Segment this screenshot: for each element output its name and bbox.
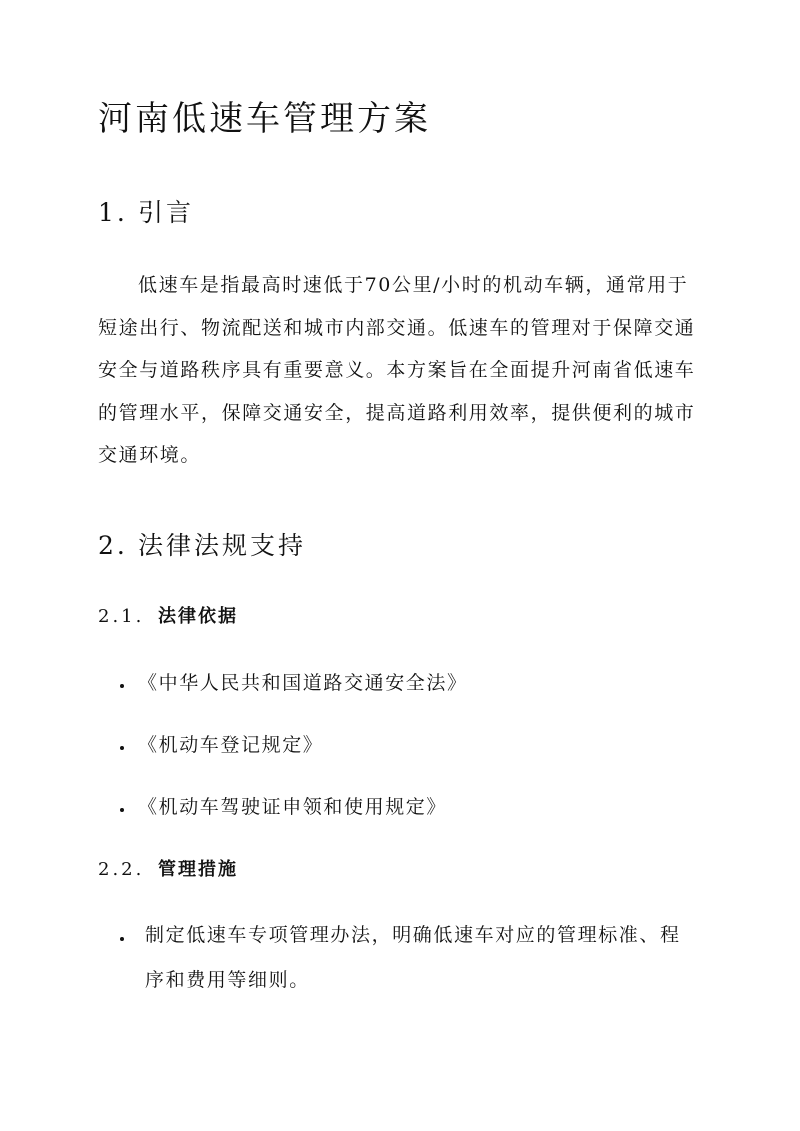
bullet-icon (120, 684, 124, 688)
paragraph-line: 的管理水平，保障交通安全，提高道路利用效率，提供便利的城市 (98, 401, 696, 424)
paragraph-line: 低速车是指最高时速低于70公里/小时的机动车辆，通常用于 (138, 274, 689, 296)
section-title: 法律法规支持 (138, 531, 307, 560)
subsection-number: 2.1. (98, 606, 145, 627)
section-heading-legal-support (98, 529, 306, 563)
list-item-law: 《机动车登记规定》 (138, 734, 324, 756)
list-item-law: 《中华人民共和国道路交通安全法》 (138, 672, 468, 694)
introduction-paragraph (98, 264, 698, 477)
bullet-icon (120, 746, 124, 750)
subsection-title: 法律依据 (158, 606, 238, 627)
section-number: 2. (98, 531, 128, 560)
paragraph-line: 交通环境。 (98, 444, 202, 466)
section-heading-introduction (98, 196, 194, 230)
subsection-number: 2.2. (98, 859, 145, 880)
bullet-icon (120, 937, 124, 941)
subsection-heading-management-measures (98, 857, 238, 883)
paragraph-line: 安全与道路秩序具有重要意义。本方案旨在全面提升河南省低速车 (98, 359, 696, 381)
list-item-law: 《机动车驾驶证申领和使用规定》 (138, 796, 448, 818)
paragraph-line: 短途出行、物流配送和城市内部交通。低速车的管理对于保障交通 (98, 316, 696, 339)
bullet-icon (120, 808, 124, 812)
list-item-measure-line: 制定低速车专项管理办法，明确低速车对应的管理标准、程 (145, 924, 681, 946)
list-item-measure-line: 序和费用等细则。 (145, 969, 310, 991)
subsection-heading-legal-basis (98, 604, 238, 630)
subsection-title: 管理措施 (158, 859, 238, 880)
section-title: 引言 (138, 198, 195, 227)
section-number: 1. (98, 198, 128, 227)
document-title: 河南低速车管理方案 (98, 99, 431, 139)
